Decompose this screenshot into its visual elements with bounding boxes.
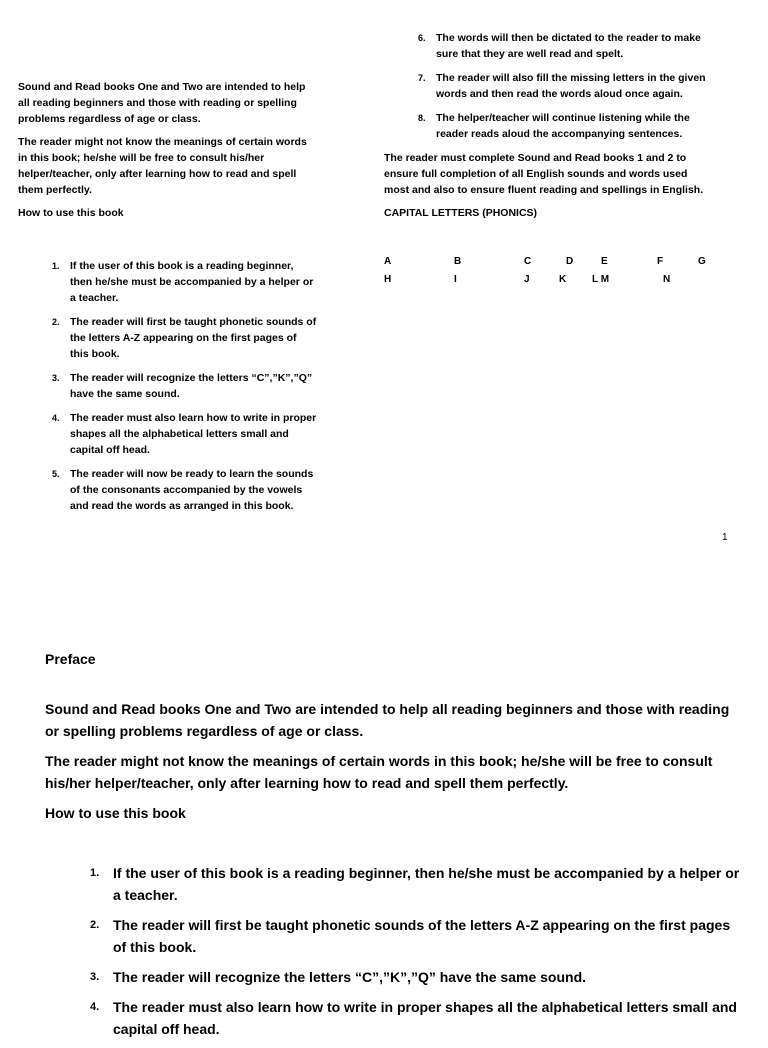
list-item: 2. The reader will first be taught phonetic sounds of the letters A-Z appearing on the first pages of this book. (90, 917, 731, 955)
intro-paragraph-2: The reader might not know the meanings of certain words in this book; he/she will be free to consult his/her helper/teacher, only after learning how to read and spell them perfectly. (18, 136, 307, 196)
letter-cell: G (698, 256, 706, 267)
intro-paragraph-1: Sound and Read books One and Two are intended to help all reading beginners and those with reading or spelling problems regardless of age or class. (18, 81, 306, 125)
list-item: 4. The reader must also learn how to write in proper shapes all the alphabetical letters small and capital off head. (52, 412, 317, 456)
capital-letters-grid (384, 256, 724, 290)
list-item: 5. The reader will now be ready to learn the sounds of the consonants accompanied by the vowels and read the words as arranged in this book. (52, 468, 314, 512)
list-item: 4. The reader must also learn how to write in proper shapes all the alphabetical letters small and capital off head. (90, 999, 737, 1037)
list-item: 8. The helper/teacher will continue listening while the reader reads aloud the accompanying sentences. (418, 112, 690, 140)
list-item: 3. The reader will recognize the letters “C”,”K”,”Q” have the same sound. (90, 969, 587, 985)
letter-cell: F (657, 256, 664, 267)
capital-letters-heading: CAPITAL LETTERS (PHONICS) (384, 207, 538, 219)
letter-cell: K (559, 274, 567, 285)
letter-cell: D (566, 256, 574, 267)
document-page-2 (0, 640, 768, 1037)
list-item: 3. The reader will recognize the letters “C”,”K”,”Q” have the same sound. (52, 372, 313, 400)
letter-cell: N (663, 274, 671, 285)
letter-cell: H (384, 274, 392, 285)
how-to-use-heading: How to use this book (18, 207, 124, 219)
list-item: 1. If the user of this book is a reading beginner, then he/she must be accompanied by a helper or a teacher. (90, 865, 740, 903)
list-item: 1. If the user of this book is a reading beginner, then he/she must be accompanied by a helper or a teacher. (52, 260, 314, 304)
letter-cell: A (384, 256, 392, 267)
completion-note: The reader must complete Sound and Read books 1 and 2 to ensure full completion of all English sounds and words used most and also to ensure fluent reading and spellings in English. (384, 152, 704, 196)
instruction-list-right (384, 30, 714, 142)
letter-cell: B (454, 256, 462, 267)
letter-cell: J (524, 274, 530, 285)
left-column (18, 79, 318, 522)
instruction-list (45, 862, 745, 1040)
right-column (384, 30, 714, 228)
letter-cell: C (524, 256, 532, 267)
letter-cell: L M (592, 274, 610, 285)
list-item: 6. The words will then be dictated to the reader to make sure that they are well read and spelt. (418, 32, 701, 60)
list-item: 7. The reader will also fill the missing letters in the given words and then read the words aloud once again. (418, 72, 706, 100)
instruction-list-left (18, 258, 318, 514)
page-number: 1 (722, 532, 728, 543)
letter-cell: I (454, 274, 457, 285)
intro-paragraph-1: Sound and Read books One and Two are intended to help all reading beginners and those with reading or spelling problems regardless of age or class. (45, 701, 730, 739)
letter-cell: E (601, 256, 608, 267)
preface-section (45, 648, 745, 1048)
list-item: 2. The reader will first be taught phonetic sounds of the letters A-Z appearing on the first pages of this book. (52, 316, 317, 360)
how-to-use-heading: How to use this book (45, 805, 186, 821)
preface-title: Preface (45, 651, 96, 667)
intro-paragraph-2: The reader might not know the meanings of certain words in this book; he/she will be free to consult his/her helper/teacher, only after learning how to read and spell them perfectly. (45, 753, 713, 791)
